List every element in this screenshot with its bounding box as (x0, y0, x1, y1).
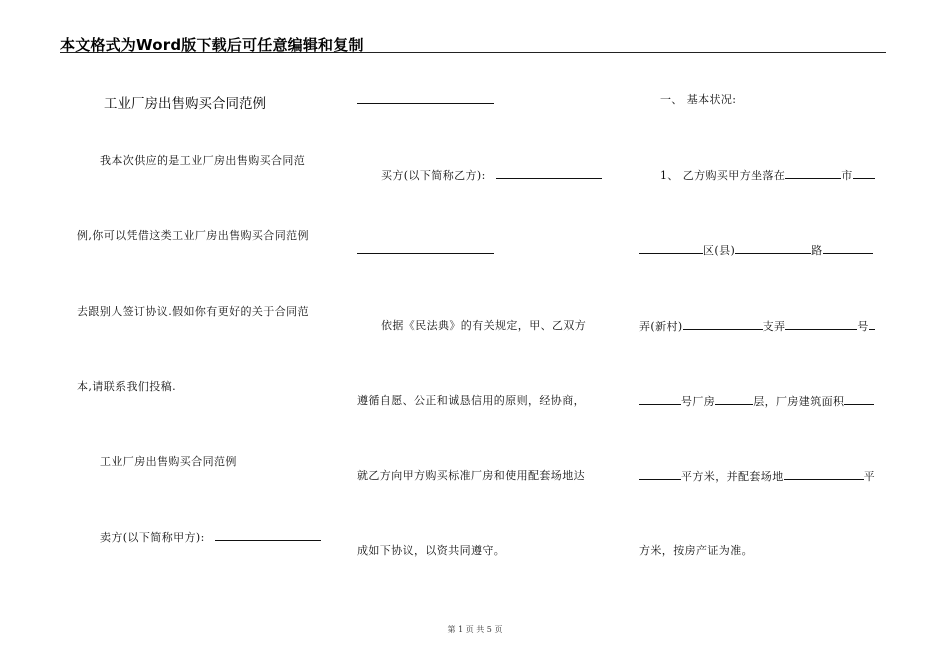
number-label: 号 (857, 320, 869, 333)
city-blank (785, 168, 841, 179)
branch-lane-blank (785, 319, 857, 330)
district-label: 区(县) (703, 244, 736, 257)
buyer-continuation-line (357, 243, 494, 258)
seller-blank (215, 530, 321, 541)
location-line-5 (639, 469, 875, 484)
building-label: 号厂房 (681, 395, 716, 408)
seller-line (100, 530, 321, 545)
road-label: 路 (811, 244, 823, 257)
buyer-line (381, 168, 602, 183)
header-divider (60, 52, 886, 53)
section-heading: 一、 基本状况: (660, 93, 737, 106)
building-no-blank (639, 394, 681, 405)
seller-blank-continued (357, 93, 494, 104)
basis-line-4: 成如下协议，以资共同遵守。 (357, 544, 506, 557)
area-blank (844, 394, 874, 405)
basis-line-1: 依据《民法典》的有关规定，甲、乙双方 (381, 319, 587, 332)
location-text-1: 1、 乙方购买甲方坐落在 (660, 169, 786, 182)
location-line-6: 方米，按房产证为准。 (639, 544, 753, 557)
area-value-blank (639, 469, 681, 480)
buyer-blank (496, 168, 602, 179)
site-blank (784, 469, 864, 480)
location-line-4 (639, 394, 874, 409)
document-header-title: 本文格式为Word版下载后可任意编辑和复制 (60, 36, 364, 54)
contract-title: 工业厂房出售购买合同范例 (104, 96, 266, 112)
basis-line-2: 遵循自愿、公正和诚恳信用的原则，经协商， (357, 394, 585, 407)
floor-blank (715, 394, 753, 405)
road-blank (735, 243, 811, 254)
page-footer: 第 1 页 共 5 页 (447, 625, 503, 634)
subtitle-line: 工业厂房出售购买合同范例 (100, 455, 237, 468)
city-label: 市 (841, 169, 853, 182)
seller-continuation-line (357, 93, 494, 108)
intro-line-3: 去跟别人签订协议.假如你有更好的关于合同范 (77, 305, 309, 318)
seller-label: 卖方(以下简称甲方): (100, 531, 205, 544)
city-trailing-blank (853, 168, 875, 179)
floor-area-label: 层，厂房建筑面积 (753, 395, 845, 408)
basis-line-3: 就乙方向甲方购买标准厂房和使用配套场地达 (357, 469, 585, 482)
buyer-label: 买方(以下简称乙方): (381, 169, 486, 182)
lane-label: 弄(新村) (639, 320, 683, 333)
intro-line-1: 我本次供应的是工业厂房出售购买合同范 (100, 154, 306, 167)
intro-line-2: 例,你可以凭借这类工业厂房出售购买合同范例 (77, 229, 309, 242)
buyer-blank-continued (357, 243, 494, 254)
site-unit-label: 平 (863, 470, 876, 483)
intro-line-4: 本,请联系我们投稿. (77, 380, 176, 393)
number-trailing-blank (869, 319, 875, 330)
road-trailing-blank (823, 243, 873, 254)
lane-blank (683, 319, 763, 330)
district-blank (639, 243, 703, 254)
location-line-2 (639, 243, 873, 258)
location-line-1 (660, 168, 875, 183)
location-line-3 (639, 319, 875, 334)
branch-lane-label: 支弄 (762, 320, 786, 333)
site-label: 平方米，并配套场地 (681, 470, 784, 483)
